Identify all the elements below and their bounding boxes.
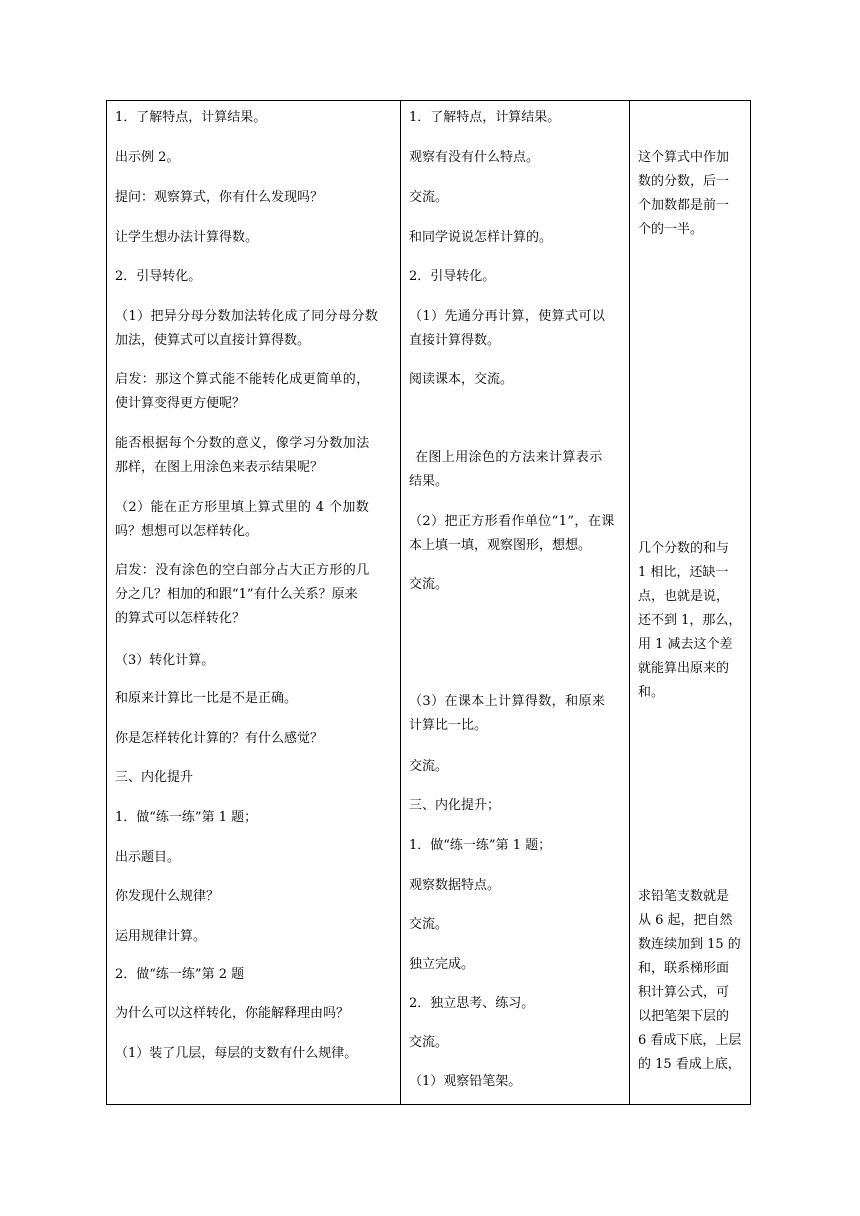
student-line: 2．引导转化。 xyxy=(409,269,496,284)
note-line: 用 1 减去这个差 xyxy=(638,637,733,652)
note-line: 数连续加到 15 的 xyxy=(638,937,741,952)
teacher-line: （2）能在正方形里填上算式里的 4 个加数 xyxy=(115,500,370,515)
note-line: 还不到 1，那么， xyxy=(638,613,742,628)
teacher-line: 启发：没有涂色的空白部分占大正方形的几 xyxy=(115,563,370,578)
teacher-line: （3）转化计算。 xyxy=(115,653,215,668)
note-line: 和，联系梯形面 xyxy=(638,961,730,976)
teacher-line: 启发：那这个算式能不能转化成更简单的， xyxy=(115,372,370,387)
note-line: 以把笔架下层的 xyxy=(638,1009,730,1024)
student-line: 在图上用涂色的方法来计算表示 xyxy=(415,450,603,465)
note-line: 个加数都是前一 xyxy=(638,198,730,213)
teacher-line: 2．引导转化。 xyxy=(115,269,202,284)
note-line: 这个算式中作加 xyxy=(638,150,730,165)
teacher-line: 运用规律计算。 xyxy=(115,929,207,944)
note-line: 积计算公式，可 xyxy=(638,985,730,1000)
student-line: 结果。 xyxy=(409,474,449,489)
note-line: 和。 xyxy=(638,685,665,700)
note-line: 的 15 看成上底， xyxy=(638,1057,741,1072)
student-line: 1．做“练一练”第 1 题； xyxy=(409,838,552,853)
student-line: 三、内化提升； xyxy=(409,798,501,813)
student-line: （1）先通分再计算，使算式可以 xyxy=(409,309,606,324)
student-line: 2．独立思考、练习。 xyxy=(409,996,535,1011)
teacher-line: 你是怎样转化计算的？有什么感觉？ xyxy=(115,731,324,746)
student-line: 交流。 xyxy=(409,577,449,592)
student-line: 和同学说说怎样计算的。 xyxy=(409,230,553,245)
teacher-line: （1）把异分母分数加法转化成了同分母分数 xyxy=(115,309,379,324)
teacher-line: 吗？想想可以怎样转化。 xyxy=(115,524,259,539)
teacher-line: 分之几？相加的和跟“1”有什么关系？原来 xyxy=(115,587,358,602)
teacher-line: 三、内化提升 xyxy=(115,770,194,785)
teacher-line: 那样，在图上用涂色来表示结果呢？ xyxy=(115,460,324,475)
student-line: 观察有没有什么特点。 xyxy=(409,150,540,165)
teacher-line: 加法，使算式可以直接计算得数。 xyxy=(115,333,311,348)
note-line: 点，也就是说， xyxy=(638,589,730,604)
note-line: 就能算出原来的 xyxy=(638,661,730,676)
note-line: 个的一半。 xyxy=(638,222,704,237)
student-line: 直接计算得数。 xyxy=(409,333,501,348)
teacher-line: 的算式可以怎样转化？ xyxy=(115,611,246,626)
student-line: （2）把正方形看作单位“1”，在课 xyxy=(409,514,615,529)
teacher-line: 能否根据每个分数的意义，像学习分数加法 xyxy=(115,436,370,451)
teacher-line: 使计算变得更方便呢？ xyxy=(115,396,246,411)
column-divider xyxy=(400,101,401,1104)
note-line: 1 相比，还缺一 xyxy=(638,565,729,580)
student-line: 交流。 xyxy=(409,190,449,205)
student-line: 计算比一比。 xyxy=(409,718,488,733)
teacher-line: 你发现什么规律？ xyxy=(115,889,220,904)
teacher-line: 1．了解特点，计算结果。 xyxy=(115,110,267,125)
note-line: 数的分数，后一 xyxy=(638,174,730,189)
student-line: 1．了解特点，计算结果。 xyxy=(409,110,561,125)
note-line: 几个分数的和与 xyxy=(638,541,730,556)
teacher-line: 出示例 2。 xyxy=(115,150,180,165)
student-line: （3）在课本上计算得数，和原来 xyxy=(409,694,606,709)
note-line: 求铅笔支数就是 xyxy=(638,889,730,904)
teacher-line: 出示题目。 xyxy=(115,850,181,865)
student-line: 独立完成。 xyxy=(409,957,475,972)
teacher-line: 为什么可以这样转化，你能解释理由吗？ xyxy=(115,1006,350,1021)
student-line: 交流。 xyxy=(409,1035,449,1050)
teacher-line: 提问：观察算式，你有什么发现吗？ xyxy=(115,190,324,205)
student-line: （1）观察铅笔架。 xyxy=(409,1074,522,1089)
note-line: 6 看成下底，上层 xyxy=(638,1033,742,1048)
lesson-table xyxy=(106,100,751,1105)
teacher-line: 1．做“练一练”第 1 题； xyxy=(115,810,258,825)
teacher-line: （1）装了几层，每层的支数有什么规律。 xyxy=(115,1046,358,1061)
teacher-line: 2．做“练一练”第 2 题 xyxy=(115,967,245,982)
student-line: 交流。 xyxy=(409,917,449,932)
teacher-line: 和原来计算比一比是不是正确。 xyxy=(115,691,298,706)
student-line: 阅读课本，交流。 xyxy=(409,372,514,387)
column-divider xyxy=(629,101,630,1104)
student-line: 交流。 xyxy=(409,759,449,774)
student-line: 本上填一填，观察图形，想想。 xyxy=(409,538,592,553)
student-line: 观察数据特点。 xyxy=(409,878,501,893)
teacher-line: 让学生想办法计算得数。 xyxy=(115,230,259,245)
note-line: 从 6 起，把自然 xyxy=(638,913,733,928)
